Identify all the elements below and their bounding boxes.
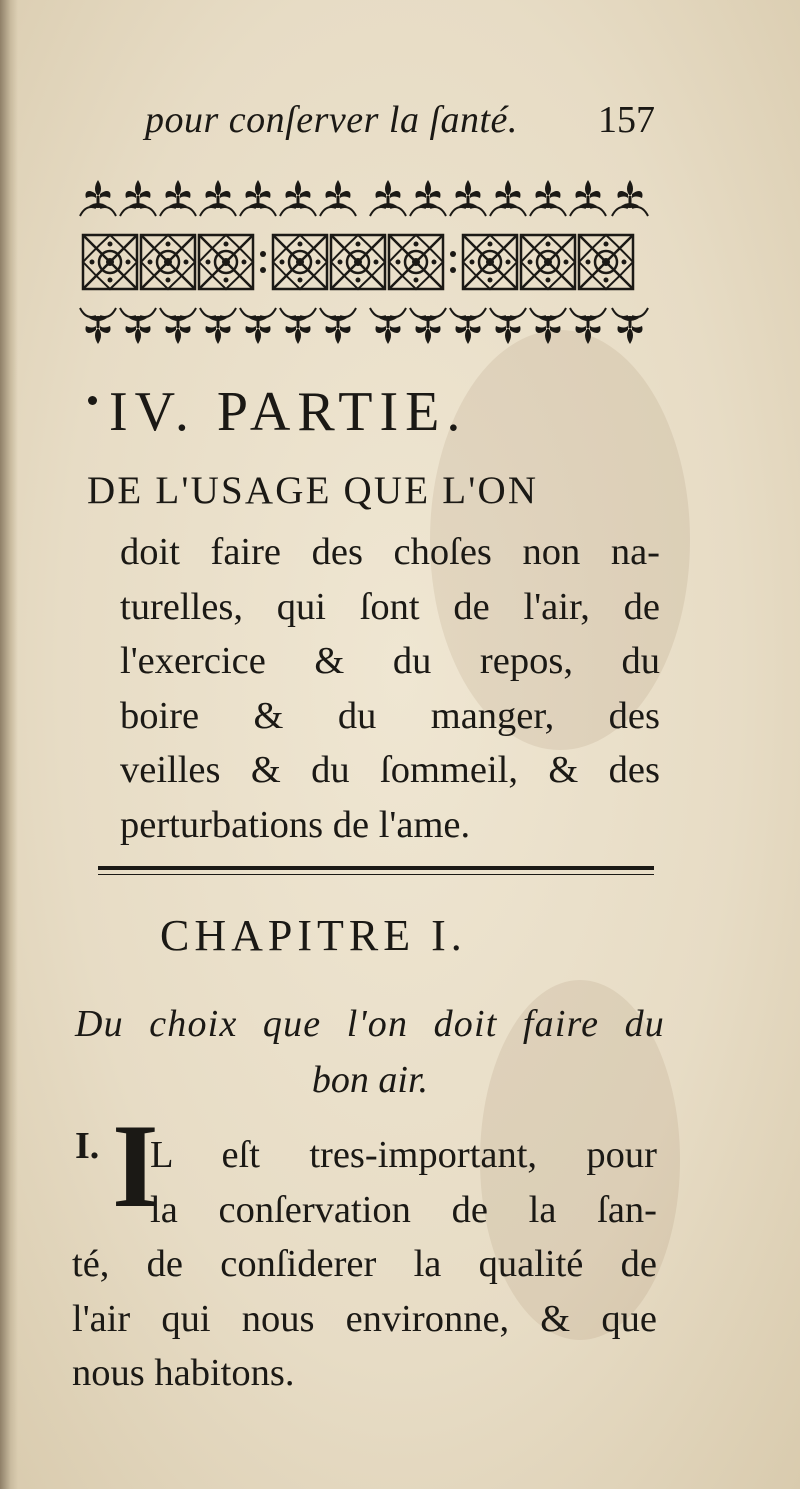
- page-number: 157: [598, 99, 655, 141]
- drop-cap: I: [112, 1099, 159, 1232]
- fleuron-band-icon: [78, 172, 656, 350]
- divider-rule: [98, 866, 654, 870]
- section-heading-continued: [120, 525, 660, 852]
- paragraph-line: la conſervation de la ſan-: [150, 1188, 657, 1231]
- chapter-title: CHAPITRE I.: [160, 911, 467, 960]
- heading-line: doit faire des choſes non na-: [120, 531, 660, 573]
- paragraph-line: nous habitons.: [72, 1352, 295, 1394]
- paragraph-line: l'air qui nous environne, & que: [72, 1297, 657, 1340]
- running-title: pour conſerver la ſanté.: [145, 99, 518, 141]
- chapter-subtitle: [75, 996, 665, 1108]
- spine-shadow: [0, 0, 18, 1489]
- heading-line: turelles, qui ſont de l'air, de: [120, 585, 660, 628]
- divider-rule-thin: [98, 874, 654, 875]
- paragraph-line: L eſt tres-important, pour: [150, 1134, 657, 1176]
- part-title: [88, 380, 648, 444]
- paragraph-body: [72, 1128, 657, 1401]
- paragraph-line: té, de conſiderer la qualité de: [72, 1243, 657, 1285]
- heading-line: boire & du manger, des: [120, 694, 660, 737]
- subtitle-line: Du choix que l'on doit faire du: [75, 1003, 665, 1045]
- heading-line: veilles & du ſommeil, & des: [120, 749, 660, 791]
- heading-line: l'exercice & du repos, du: [120, 640, 660, 682]
- page-header: [145, 98, 665, 158]
- part-title-text: IV. PARTIE.: [109, 381, 468, 443]
- subtitle-line: bon air.: [311, 1059, 429, 1101]
- heading-line: perturbations de l'ame.: [120, 803, 471, 846]
- bullet-dot-icon: [88, 396, 97, 405]
- section-heading: DE L'USAGE QUE L'ON: [87, 469, 539, 512]
- paragraph-number: I.: [75, 1125, 100, 1167]
